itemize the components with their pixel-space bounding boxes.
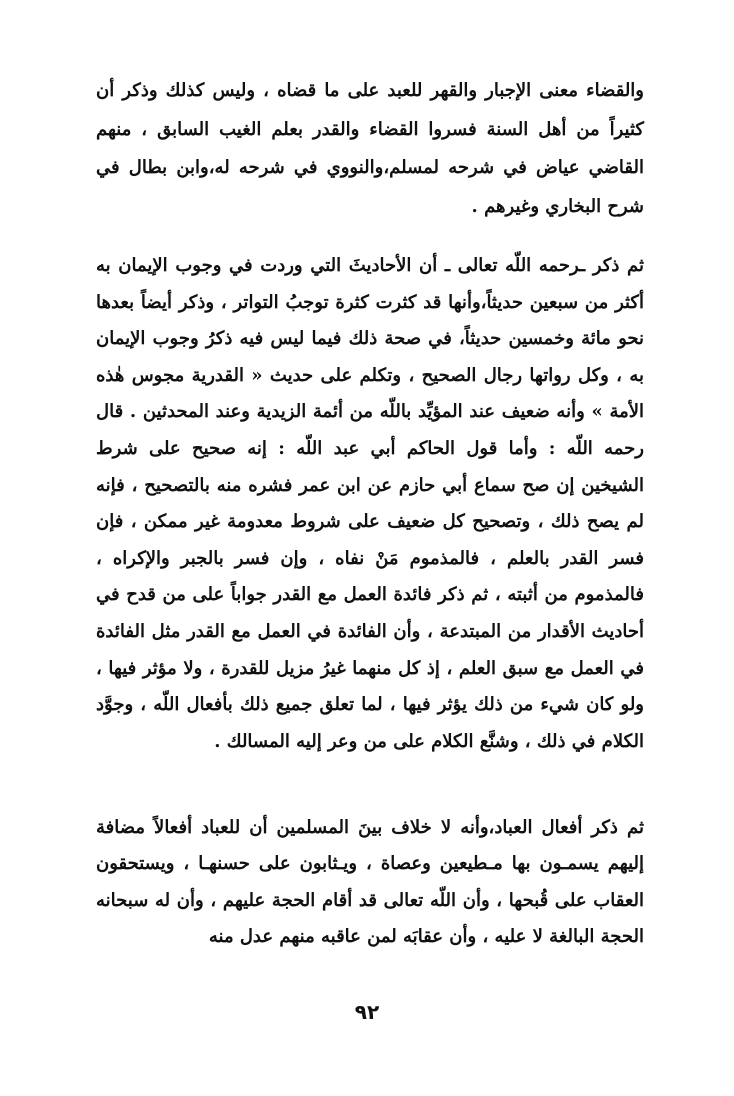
paragraph-3: ثم ذكر أفعال العباد،وأنه لا خلاف بينَ المسلمين أن للعباد أفعالاً مضافة إليهم يسمـون بها مـطيعين وعصاة ، ويـثابون على حسنهـا ، ويستحقون العقاب على قُبحها ، وأن اللّه تعالى قد أقام الحجة عليهم ، وأن له سبحانه الحجة البالغة لا عليه ، وأن عقابَه لمن عاقبه منهم عدل منه [96,817,644,948]
page-number: ٩٢ [354,1000,380,1024]
paragraph-2: ثم ذكر ـرحمه اللّه تعالى ـ أن الأحاديثَ التي وردت في وجوب الإيمان به أكثر من سبعين حديثاً،وأنها قد كثرت كثرة توجبُ التواتر ، وذكر أيضاً بعدها نحو مائة وخمسين حديثاً، في صحة ذلك فيما ليس فيه ذكرُ وجوب الإيمان به ، وكل رواتها رجال الصحيح ، وتكلم على حديث « القدرية مجوس هٰذه الأمة » وأنه ضعيف عند المؤيِّد باللّه من أئمة الزيدية وعند المحدثين . قال رحمه اللّه : وأما قول الحاكم أبي عبد اللّه : إنه صحيح على شرط الشيخين إن صح سماع أبي حازم عن ابن عمر فشره منه بالتصحيح ، فإنه لم يصح ذلك ، وتصحيح كل ضعيف على شروط معدومة غير ممكن ، فإن فسر القدر بالعلم ، فالمذموم مَنْ نفاه ، وإن فسر بالجبر والإكراه ، فالمذموم من أثبته ، ثم ذكر فائدة العمل مع القدر جواباً على من قدح في أحاديث الأقدار من المبتدعة ، وأن الفائدة في العمل مع القدر مثل الفائدة في العمل مع سبق العلم ، إذ كل منهما غيرُ مزيل للقدرة ، ولا مؤثر فيها ، ولو كان شيء من ذلك يؤثر فيها ، لما تعلق جميع ذلك بأفعال اللّه ، وجوَّد الكلام في ذلك ، وشنَّع الكلام على من وعر إليه المسالك . [96,255,645,752]
text-block-2 [96,248,644,760]
paragraph-1: والقضاء معنى الإجبار والقهر للعبد على ما قضاه ، وليس كذلك وذكر أن كثيراً من أهل السنة فسروا القضاء والقدر بعلم الغيب السابق ، منهم القاضي عياض في شرحه لمسلم،والنووي في شرحه له،وابن بطال في شرح البخاري وغيرهم . [96,80,644,217]
text-block-3 [96,810,644,956]
text-block-1 [96,72,644,226]
